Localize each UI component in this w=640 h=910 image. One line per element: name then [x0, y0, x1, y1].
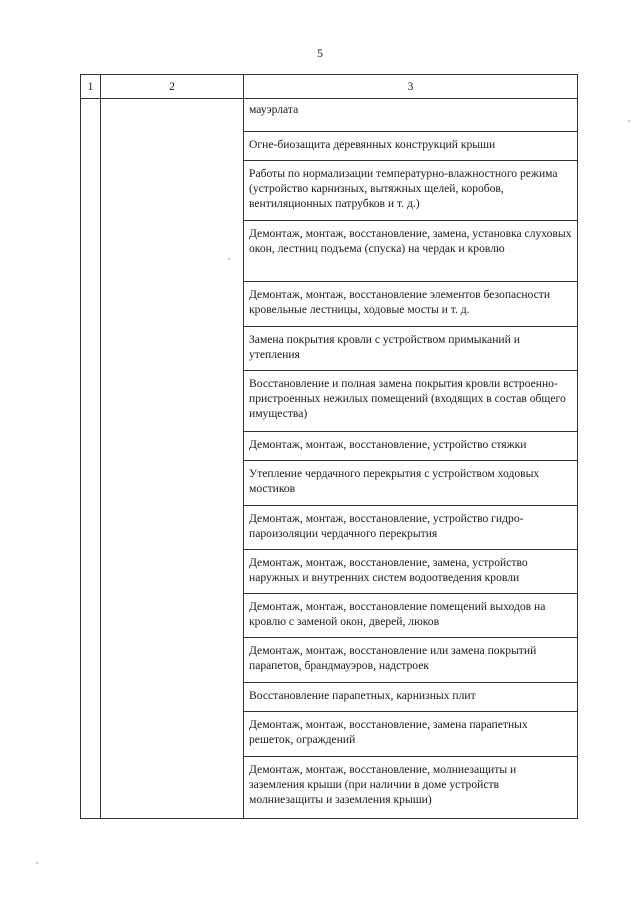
cell-text: Демонтаж, монтаж, восстановление помещений выходов на кровлю с заменой окон, дверей, люков: [249, 600, 546, 628]
table-cell: [244, 757, 578, 819]
cell-text: Демонтаж, монтаж, восстановление элементов безопасности кровельные лестницы, ходовые мосты и т. д.: [249, 288, 551, 316]
table-cell: [244, 99, 578, 132]
cell-text: Демонтаж, монтаж, восстановление, молниезащиты и заземления крыши (при наличии в доме устройств молниезащиты и заземления крыши): [249, 763, 517, 806]
cell-text: Демонтаж, монтаж, восстановление или замена покрытий парапетов, брандмауэров, надстроек: [249, 644, 537, 672]
table-cell: [244, 432, 578, 461]
scan-speck: [36, 862, 38, 864]
table-cell: [244, 371, 578, 432]
empty-cell-col-2: [101, 99, 244, 819]
table-cell: [244, 712, 578, 757]
header-col-3: 3: [244, 75, 578, 99]
page-number: 5: [317, 46, 323, 60]
cell-text: Утепление чердачного перекрытия с устройством ходовых мостиков: [249, 467, 540, 495]
cell-text: Демонтаж, монтаж, восстановление, замена парапетных решеток, ограждений: [249, 718, 528, 746]
table-row: [81, 99, 578, 132]
empty-cell-col-1: [81, 99, 101, 819]
table-cell: [244, 161, 578, 221]
table-cell: [244, 327, 578, 371]
table-cell: [244, 550, 578, 594]
scan-speck: [228, 258, 230, 260]
cell-text: Демонтаж, монтаж, восстановление, замена, установка слуховых окон, лестниц подъема (спуска) на чердак и кровлю: [249, 227, 572, 255]
table-header-row: [81, 75, 578, 99]
scan-speck: [628, 120, 630, 122]
table-cell: [244, 683, 578, 712]
cell-text: Замена покрытия кровли с устройством примыканий и утепления: [249, 333, 520, 361]
header-col-1: 1: [81, 75, 101, 99]
table-cell: [244, 282, 578, 327]
table-cell: [244, 594, 578, 638]
cell-text: Демонтаж, монтаж, восстановление, устройство стяжки: [249, 438, 527, 451]
table-cell: [244, 638, 578, 683]
table-cell: [244, 221, 578, 282]
table-cell: [244, 506, 578, 550]
header-col-2: 2: [101, 75, 244, 99]
cell-text: Восстановление парапетных, карнизных плит: [249, 689, 476, 702]
cell-text: Демонтаж, монтаж, восстановление, замена, устройство наружных и внутренних систем водоотведения кровли: [249, 556, 528, 584]
cell-text: мауэрлата: [249, 103, 299, 116]
table-cell: [244, 132, 578, 161]
table-cell: [244, 461, 578, 506]
cell-text: Работы по нормализации температурно-влажностного режима (устройство карнизных, вытяжных щелей, коробов, вентиляционных патрубков и т. д.): [249, 167, 558, 210]
cell-text: Огне-биозащита деревянных конструкций крыши: [249, 138, 496, 151]
cell-text: Восстановление и полная замена покрытия кровли встроенно-пристроенных нежилых помещений (входящих в состав общего имущества): [249, 377, 566, 420]
cell-text: Демонтаж, монтаж, восстановление, устройство гидро-пароизоляции чердачного перекрытия: [249, 512, 524, 540]
works-table: [80, 74, 578, 819]
